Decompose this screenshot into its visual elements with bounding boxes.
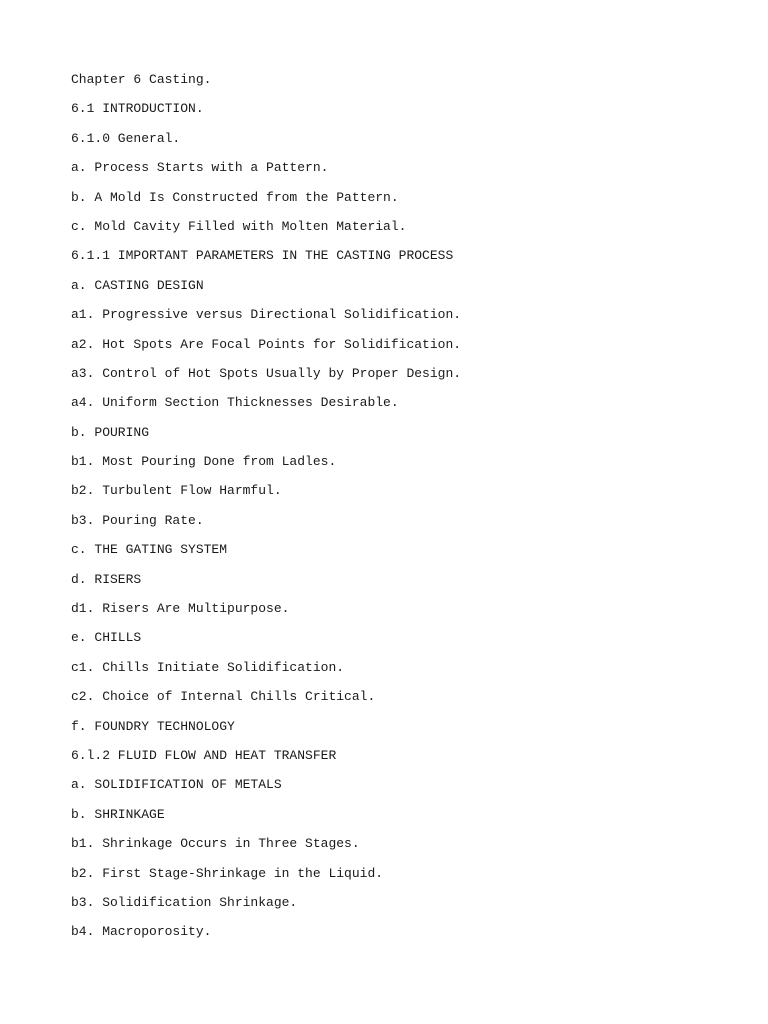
outline-item: d. RISERS (71, 571, 142, 587)
chapter-title: Chapter 6 Casting. (71, 72, 212, 87)
subsection-heading: 6.l.2 FLUID FLOW AND HEAT TRANSFER (71, 747, 337, 763)
outline-subitem: a4. Uniform Section Thicknesses Desirable. (71, 395, 399, 411)
outline-subitem: b2. Turbulent Flow Harmful. (71, 483, 282, 499)
outline-subitem: b4. Macroporosity. (71, 924, 212, 940)
outline-item: b. POURING (71, 424, 150, 440)
outline-subitem: a2. Hot Spots Are Focal Points for Solidification. (71, 336, 462, 352)
outline-subitem: c1. Chills Initiate Solidification. (71, 659, 345, 675)
outline-subitem: b1. Shrinkage Occurs in Three Stages. (71, 836, 360, 852)
outline-item: b. A Mold Is Constructed from the Pattern. (71, 189, 399, 205)
outline-item: a. CASTING DESIGN (71, 277, 204, 293)
outline-item: a. SOLIDIFICATION OF METALS (71, 777, 282, 793)
outline-subitem: d1. Risers Are Multipurpose. (71, 601, 290, 617)
outline-subitem: b3. Solidification Shrinkage. (71, 894, 298, 910)
outline-item: e. CHILLS (71, 630, 142, 646)
subsection-heading: 6.1.0 General. (71, 130, 181, 146)
outline-subitem: b3. Pouring Rate. (71, 512, 204, 528)
outline-item: b. SHRINKAGE (71, 806, 165, 822)
outline-subitem: c2. Choice of Internal Chills Critical. (71, 689, 376, 705)
outline-item: a. Process Starts with a Pattern. (71, 160, 329, 176)
outline-subitem: b1. Most Pouring Done from Ladles. (71, 454, 337, 470)
subsection-heading: 6.1.1 IMPORTANT PARAMETERS IN THE CASTING PROCESS (71, 248, 454, 264)
document-page (71, 71, 731, 953)
outline-item: c. THE GATING SYSTEM (71, 542, 228, 558)
outline-item: c. Mold Cavity Filled with Molten Material. (71, 218, 407, 234)
outline-subitem: b2. First Stage-Shrinkage in the Liquid. (71, 865, 384, 881)
section-heading: 6.1 INTRODUCTION. (71, 101, 204, 117)
outline-subitem: a1. Progressive versus Directional Solidification. (71, 307, 462, 323)
outline-subitem: a3. Control of Hot Spots Usually by Proper Design. (71, 365, 462, 381)
outline-item: f. FOUNDRY TECHNOLOGY (71, 718, 235, 734)
